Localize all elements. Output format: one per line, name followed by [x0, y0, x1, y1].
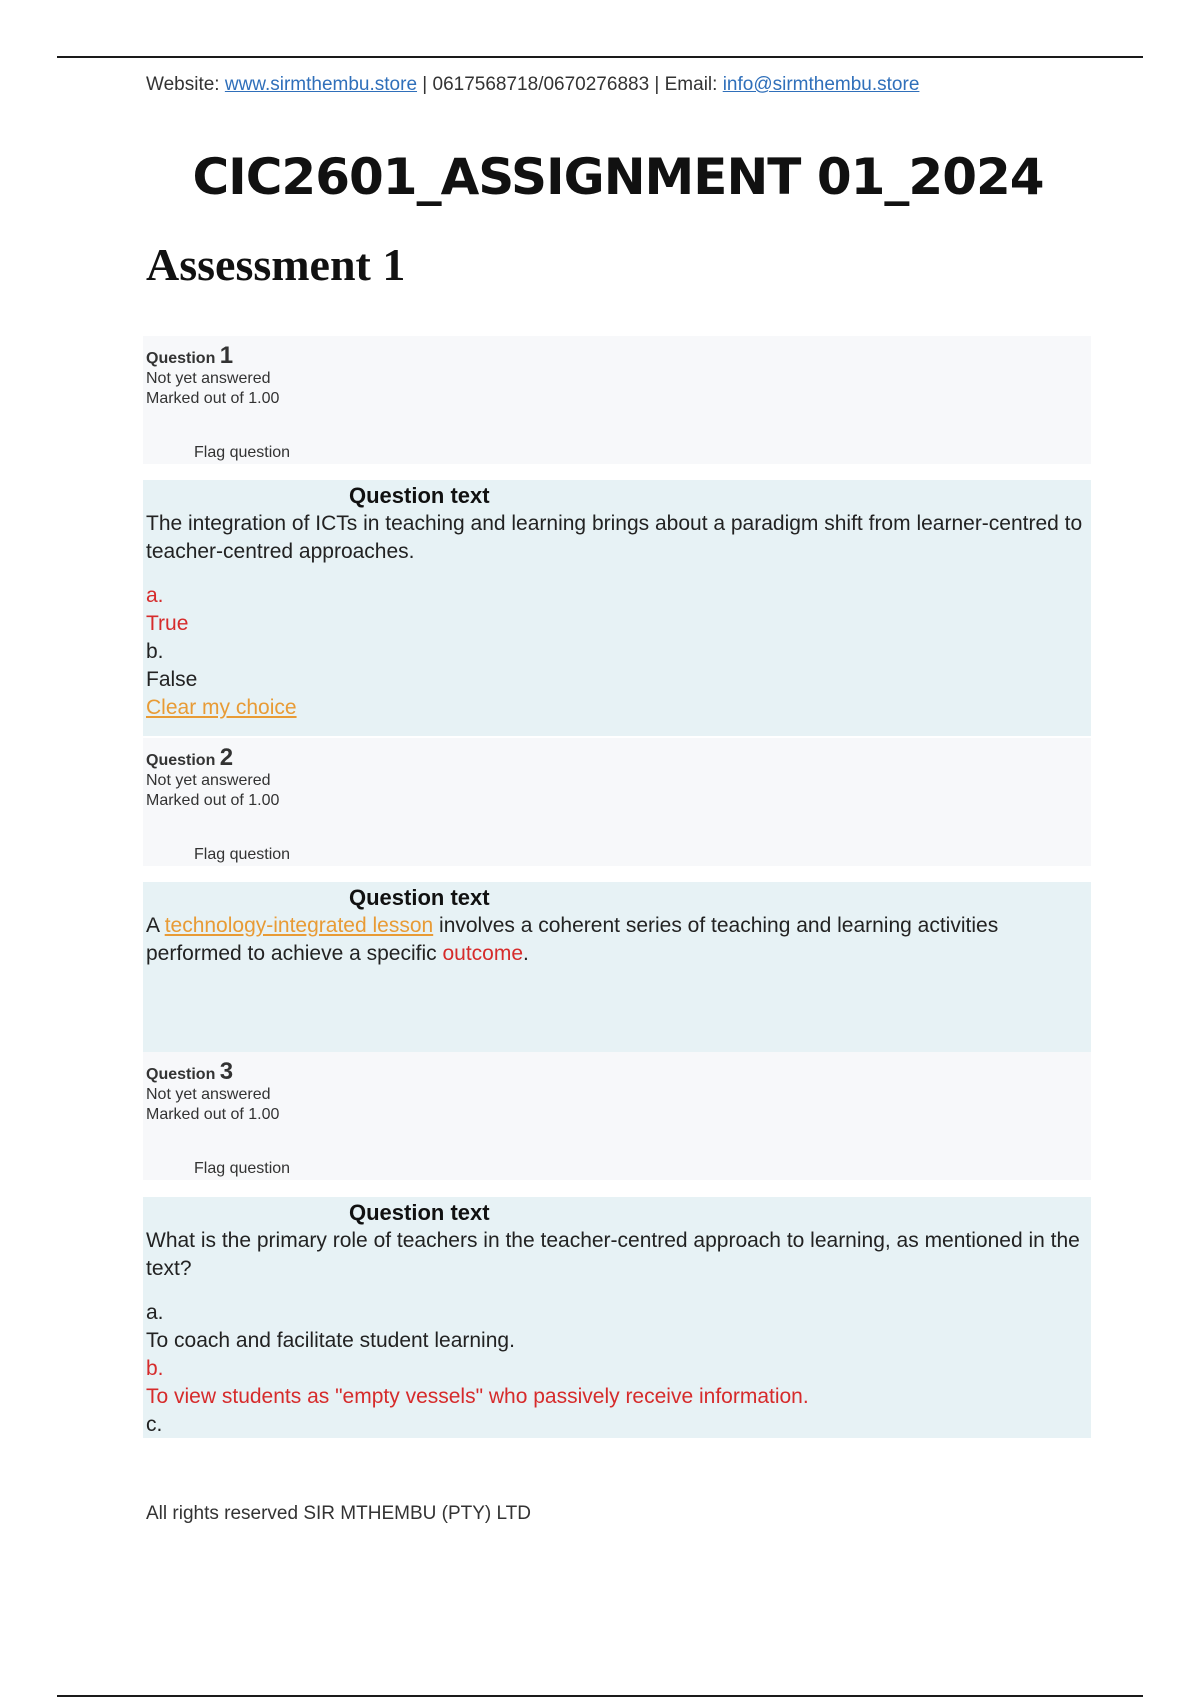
question-1-flag[interactable]: Flag question — [194, 444, 291, 461]
question-2-marks: Marked out of 1.00 — [146, 792, 280, 809]
question-2-text-label: Question text — [349, 885, 490, 910]
question-1-text: The integration of ICTs in teaching and learning brings about a paradigm shift from learner-centred to teacher-centred approaches. — [146, 512, 1083, 563]
option-b-letter[interactable]: b. — [146, 1357, 164, 1380]
assessment-heading: Assessment 1 — [146, 239, 406, 290]
question-2-number: Question 2 — [146, 744, 234, 771]
clear-choice-link[interactable]: Clear my choice — [146, 696, 297, 719]
outcome-highlight: outcome — [442, 942, 524, 965]
question-3-content — [143, 1197, 1091, 1438]
option-a-letter[interactable]: a. — [146, 1301, 164, 1324]
question-3-info — [143, 1052, 1091, 1180]
question-2-content — [143, 882, 1091, 1052]
question-1-marks: Marked out of 1.00 — [146, 390, 280, 407]
question-1-status: Not yet answered — [146, 370, 271, 387]
copyright-footer: All rights reserved SIR MTHEMBU (PTY) LTD — [146, 1503, 531, 1524]
question-1-content — [143, 480, 1091, 736]
question-3-marks: Marked out of 1.00 — [146, 1106, 280, 1123]
question-3-flag[interactable]: Flag question — [194, 1160, 291, 1177]
question-3-number: Question 3 — [146, 1058, 234, 1085]
question-3-options — [146, 1299, 809, 1439]
website-label: Website: — [146, 74, 225, 95]
question-2-status: Not yet answered — [146, 772, 271, 789]
website-link[interactable]: www.sirmthembu.store — [224, 74, 418, 95]
question-2-info — [143, 738, 1091, 866]
option-a-text[interactable]: To coach and facilitate student learning. — [146, 1329, 515, 1352]
question-3-text: What is the primary role of teachers in the teacher-centred approach to learning, as mentioned in the text? — [146, 1229, 1080, 1280]
option-b-letter[interactable]: b. — [146, 640, 164, 663]
option-c-letter[interactable]: c. — [146, 1413, 163, 1436]
question-3-text-label: Question text — [349, 1200, 490, 1225]
option-a-text[interactable]: True — [146, 612, 189, 635]
question-2-flag[interactable]: Flag question — [194, 846, 291, 863]
option-a-letter[interactable]: a. — [146, 584, 164, 607]
question-2-text: A technology-integrated lesson involves a coherent series of teaching and learning activities performed to achieve a specific outcome. — [146, 914, 999, 965]
question-1-info — [143, 336, 1091, 464]
bottom-rule — [57, 1695, 1143, 1697]
contact-header — [146, 74, 919, 96]
phone-numbers: | 0617568718/0670276883 | Email: — [417, 74, 723, 95]
option-b-text[interactable]: False — [146, 668, 198, 691]
question-1-number: Question 1 — [146, 342, 234, 369]
question-3-status: Not yet answered — [146, 1086, 271, 1103]
option-b-text[interactable]: To view students as "empty vessels" who passively receive information. — [146, 1385, 809, 1408]
question-1-options — [146, 582, 297, 722]
top-rule — [57, 56, 1143, 58]
document-title: CIC2601_ASSIGNMENT 01_2024 — [192, 148, 1044, 206]
technology-integrated-lesson-link[interactable]: technology-integrated lesson — [164, 914, 434, 937]
email-link[interactable]: info@sirmthembu.store — [722, 74, 920, 95]
question-1-text-label: Question text — [349, 483, 490, 508]
